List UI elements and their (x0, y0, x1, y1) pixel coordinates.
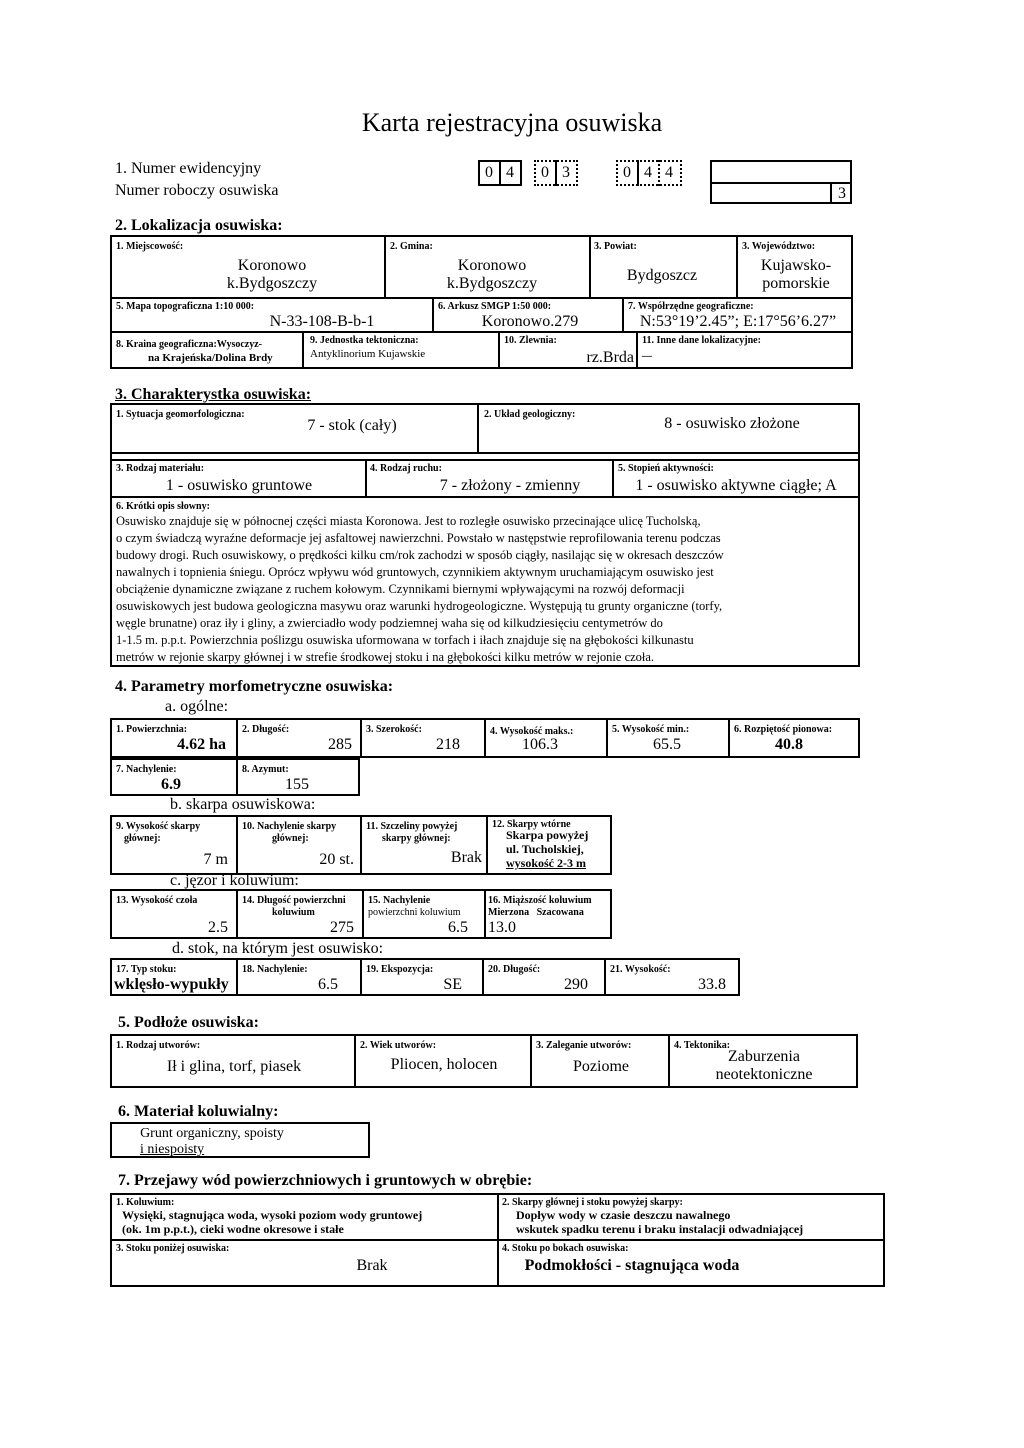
wojewodztwo-value-2: pomorskie (762, 275, 830, 292)
ogolne-table (110, 718, 860, 758)
nachylenie-skarpy-value: 20 st. (319, 851, 354, 868)
gmina-value-2: k.Bydgoszczy (446, 275, 538, 292)
wysokosc-skarpy-label-2: głównej: (124, 833, 161, 844)
nachylenie-value: 6.9 (161, 776, 181, 793)
dlugosc-stoku-label: 20. Długość: (488, 964, 541, 975)
szczeliny-label-2: skarpy głównej: (382, 833, 451, 844)
wysokosc-skarpy-label: 9. Wysokość skarpy (116, 821, 201, 832)
stoku-ponizej-label: 3. Stoku poniżej osuwiska: (116, 1243, 230, 1254)
koluwium-value-2: (ok. 1m p.p.t.), cieki wodne okresowe i stałe (122, 1222, 344, 1236)
uklad-value: 8 - osuwisko złożone (664, 415, 800, 432)
wspolrzedne-label: 7. Współrzędne geograficzne: (628, 301, 754, 312)
powiat-label: 3. Powiat: (594, 241, 637, 252)
wysokosc-maks-label: 4. Wysokość maks.: (490, 726, 574, 737)
ekspozycja-label: 19. Ekspozycja: (366, 964, 434, 975)
inne-value: — (642, 351, 652, 362)
wspolrzedne-value: N:53°19’2.45”; E:17°56’6.27” (639, 313, 837, 330)
dlugosc-powierzchni-label: 14. Długość powierzchni (242, 895, 346, 906)
jednostka-label: 9. Jednostka tektoniczna: (310, 335, 419, 346)
sytuacja-value: 7 - stok (cały) (307, 417, 397, 434)
roboczy-value: 3 (838, 185, 846, 202)
wysokosc-stoku-value: 33.8 (698, 976, 726, 993)
zaleganie-label: 3. Zaleganie utworów: (536, 1040, 632, 1051)
skarpy-glownej-label: 2. Skarpy głównej i stoku powyżej skarpy: (502, 1197, 683, 1208)
nachylenie-stoku-value: 6.5 (318, 976, 338, 993)
dlugosc-value: 285 (328, 736, 352, 753)
szczeliny-label: 11. Szczeliny powyżej (366, 821, 458, 832)
numer-ewidencyjny-label: 1. Numer ewidencyjny (115, 160, 262, 177)
miazszosc-label-2: Mierzona Szacowana (488, 907, 584, 918)
dlugosc-powierzchni-value: 275 (330, 919, 354, 936)
wojewodztwo-label: 3. Województwo: (742, 241, 816, 252)
material-box (110, 1122, 370, 1158)
powiat-value: Bydgoszcz (626, 267, 698, 284)
nachylenie-skarpy-label: 10. Nachylenie skarpy (242, 821, 337, 832)
section-3-title: 3. Charakterystka osuwiska: (115, 386, 312, 403)
lokalizacja-table (110, 235, 853, 369)
miazszosc-value: 13.0 (488, 919, 516, 936)
rozpietosc-value: 40.8 (775, 736, 803, 753)
typ-stoku-value: wklęsło-wypukły (114, 976, 229, 993)
material-value-2: i niespoisty (140, 1142, 205, 1157)
sytuacja-label: 1. Sytuacja geomorfologiczna: (116, 409, 245, 420)
nachylenie-koluwium-label-2: powierzchni koluwium (368, 907, 461, 918)
skarpy-wtorne-value-3: wysokość 2-3 m (506, 856, 586, 870)
typ-stoku-label: 17. Typ stoku: (116, 964, 177, 975)
powierzchnia-label: 1. Powierzchnia: (116, 724, 188, 735)
szerokosc-value: 218 (436, 736, 460, 753)
wysokosc-stoku-label: 21. Wysokość: (610, 964, 671, 975)
opis-line: 1-1.5 m. p.p.t. Powierzchnia poślizgu osuwiska uformowana w torfach i iłach znajduje się na głębokości kilkunastu (116, 633, 694, 647)
section-6-title: 6. Materiał koluwialny: (118, 1103, 279, 1120)
numer-roboczy-label: Numer roboczy osuwiska (115, 182, 279, 199)
opis-line: nawalnych i topnienia śniegu. Oprócz wpływu wód gruntowych, czynnikiem aktywnym uruchamiającym osuwisko jest (116, 565, 714, 579)
material-value-1: Grunt organiczny, spoisty (140, 1126, 284, 1141)
rodzaj-utworow-value: Ił i glina, torf, piasek (166, 1058, 302, 1075)
wysokosc-skarpy-value: 7 m (203, 851, 228, 868)
skarpa-table (110, 815, 612, 875)
subsection-c: c. jęzor i koluwium: (170, 872, 299, 889)
nachylenie-label: 7. Nachylenie: (116, 764, 177, 775)
tektonika-value-2: neotektoniczne (715, 1066, 813, 1083)
stopien-value: 1 - osuwisko aktywne ciągłe; A (635, 477, 837, 494)
stoku-bokach-value: Podmokłości - stagnująca woda (524, 1257, 740, 1274)
zlewnia-label: 10. Zlewnia: (504, 335, 557, 346)
section-7-title: 7. Przejawy wód powierzchniowych i gruntowych w obrębie: (118, 1172, 533, 1189)
numer-ewidencyjny-field (478, 160, 708, 186)
rozpietosc-label: 6. Rozpiętość pionowa: (734, 724, 833, 735)
powierzchnia-value: 4.62 ha (177, 736, 226, 753)
digit: 4 (644, 164, 652, 181)
digit: 0 (541, 164, 549, 181)
wiek-utworow-value: Pliocen, holocen (390, 1056, 498, 1073)
miejscowosc-label: 1. Miejscowość: (116, 241, 184, 252)
tektonika-value-1: Zaburzenia (728, 1048, 800, 1065)
rodzaj-materialu-label: 3. Rodzaj materiału: (116, 463, 205, 474)
zlewnia-value: rz.Brda (586, 349, 634, 366)
opis-line: węgle brunatne) oraz iły i gliny, a zwierciadło wody podziemnej waha się od kilkudziesięciu centymetrów do (116, 616, 663, 630)
nachylenie-stoku-label: 18. Nachylenie: (242, 964, 308, 975)
inne-label: 11. Inne dane lokalizacyjne: (642, 335, 761, 346)
wysokosc-maks-value: 106.3 (522, 736, 558, 753)
section-2-title: 2. Lokalizacja osuwiska: (115, 217, 283, 234)
opis-text (116, 513, 724, 666)
jezor-table (110, 889, 612, 939)
mapa-value: N-33-108-B-b-1 (269, 313, 375, 330)
rodzaj-utworow-label: 1. Rodzaj utworów: (116, 1040, 201, 1051)
ekspozycja-value: SE (443, 976, 462, 993)
skarpy-glownej-value-2: wskutek spadku terenu i braku instalacji odwadniającej (516, 1222, 804, 1236)
tektonika-label: 4. Tektonika: (674, 1040, 731, 1051)
dlugosc-stoku-value: 290 (564, 976, 588, 993)
arkusz-value: Koronowo.279 (481, 313, 579, 330)
ogolne-table-2 (110, 758, 360, 796)
podloze-table (110, 1034, 858, 1088)
wysokosc-czola-value: 2.5 (208, 919, 228, 936)
digit: 0 (623, 164, 631, 181)
gmina-value: Koronowo (457, 257, 527, 274)
skarpy-wtorne-value-2: ul. Tucholskiej, (506, 842, 584, 856)
rodzaj-ruchu-label: 4. Rodzaj ruchu: (370, 463, 442, 474)
wojewodztwo-value: Kujawsko- (760, 257, 832, 274)
dlugosc-label: 2. Długość: (242, 724, 290, 735)
gmina-label: 2. Gmina: (390, 241, 433, 252)
stopien-label: 5. Stopień aktywności: (618, 463, 714, 474)
zaleganie-value: Poziome (573, 1058, 629, 1075)
szerokosc-label: 3. Szerokość: (366, 724, 422, 735)
skarpy-wtorne-label: 12. Skarpy wtórne (492, 819, 571, 830)
skarpy-glownej-value-1: Dopływ wody w czasie deszczu nawalnego (516, 1208, 731, 1222)
wysokosc-min-label: 5. Wysokość min.: (612, 724, 690, 735)
section-4-title: 4. Parametry morfometryczne osuwiska: (115, 678, 394, 695)
opis-line: obciążenie dynamiczne związane z ruchem kołowym. Czynnikami biernymi wpływającymi na rozwój deformacji (116, 582, 685, 596)
charakterystyka-table (110, 403, 860, 667)
digit: 0 (485, 164, 493, 181)
section-5-title: 5. Podłoże osuwiska: (118, 1014, 259, 1031)
subsection-d: d. stok, na którym jest osuwisko: (172, 940, 384, 957)
uklad-label: 2. Układ geologiczny: (484, 409, 576, 420)
subsection-b: b. skarpa osuwiskowa: (170, 796, 316, 813)
szczeliny-value: Brak (450, 849, 482, 866)
opis-line: o czym świadczą wyraźne deformacje jej asfaltowej nawierzchni. Powstało w następstwie reprofilowania terenu podczas (116, 531, 721, 545)
koluwium-label: 1. Koluwium: (116, 1197, 175, 1208)
wysokosc-czola-label: 13. Wysokość czoła (116, 895, 198, 906)
nachylenie-koluwium-value: 6.5 (448, 919, 468, 936)
opis-line: osuwiskowych jest budowa geologiczna masywu oraz warunki hydrogeologiczne. Występują tu grunty organiczne (torfy, (116, 599, 723, 613)
nachylenie-skarpy-label-2: głównej: (272, 833, 309, 844)
subsection-a: a. ogólne: (165, 698, 229, 715)
opis-label: 6. Krótki opis słowny: (116, 501, 210, 512)
digit: 4 (506, 164, 514, 181)
rodzaj-ruchu-value: 7 - złożony - zmienny (439, 477, 581, 494)
azymut-value: 155 (285, 776, 309, 793)
numer-roboczy-field (710, 160, 852, 204)
wysokosc-min-value: 65.5 (653, 736, 681, 753)
page-title: Karta rejestracyjna osuwiska (361, 108, 663, 137)
stoku-ponizej-value: Brak (356, 1257, 388, 1274)
kraina-label: 8. Kraina geograficzna:Wysoczyz- (116, 339, 262, 350)
stoku-bokach-label: 4. Stoku po bokach osuwiska: (502, 1243, 629, 1254)
digit: 4 (665, 164, 673, 181)
opis-line: metrów w rejonie skarpy głównej i w strefie środkowej stoku i na głębokości kilku metrów w rejonie czoła. (116, 650, 655, 664)
wiek-utworow-label: 2. Wiek utworów: (360, 1040, 437, 1051)
rodzaj-materialu-value: 1 - osuwisko gruntowe (165, 477, 313, 494)
miejscowosc-value: Koronowo (237, 257, 307, 274)
digit: 3 (562, 164, 570, 181)
stok-table (110, 958, 740, 996)
mapa-label: 5. Mapa topograficzna 1:10 000: (116, 301, 255, 312)
arkusz-label: 6. Arkusz SMGP 1:50 000: (438, 301, 552, 312)
azymut-label: 8. Azymut: (242, 764, 289, 775)
kraina-value: na Krajeńska/Dolina Brdy (148, 352, 273, 364)
miejscowosc-value-2: k.Bydgoszczy (226, 275, 318, 292)
skarpy-wtorne-value-1: Skarpa powyżej (506, 828, 589, 842)
nachylenie-koluwium-label: 15. Nachylenie (368, 895, 431, 906)
wody-table (110, 1193, 885, 1287)
dlugosc-powierzchni-label-2: koluwium (272, 907, 315, 918)
jednostka-value: Antyklinorium Kujawskie (310, 348, 426, 360)
opis-line: Osuwisko znajduje się w północnej części miasta Koronowa. Jest to rozległe osuwisko przecinające ulicę Tucholską, (116, 514, 701, 528)
koluwium-value-1: Wysięki, stagnująca woda, wysoki poziom wody gruntowej (122, 1208, 423, 1222)
opis-line: budowy drogi. Ruch osuwiskowy, o prędkości kilku cm/rok zachodzi w sposób ciągły, nasilając się w okresach deszczów (116, 548, 724, 562)
miazszosc-label: 16. Miąższość koluwium (488, 895, 592, 906)
